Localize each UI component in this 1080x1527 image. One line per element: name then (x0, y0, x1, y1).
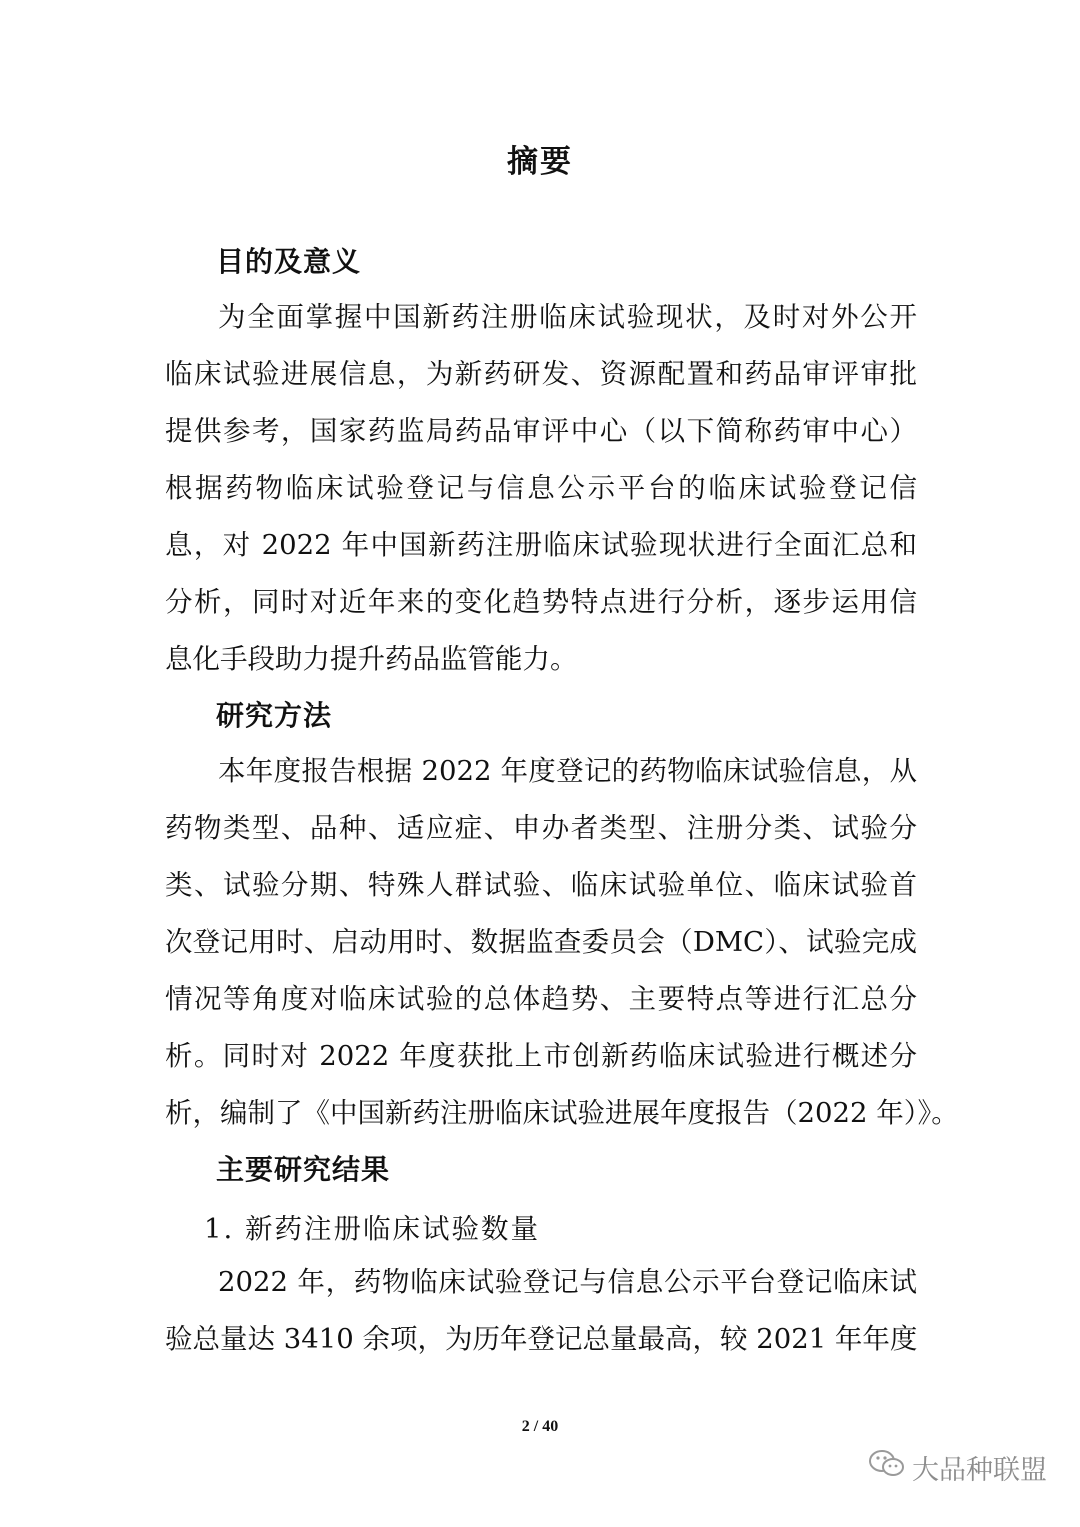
subsection-item: 1. 新药注册临床试验数量 (204, 1213, 540, 1245)
paragraph-line: 验总量达 3410 余项，为历年登记总量最高，较 2021 年年度 (165, 1323, 918, 1355)
paragraph-line: 析，编制了《中国新药注册临床试验进展年度报告（2022 年）》。 (165, 1097, 959, 1129)
paragraph-line: 本年度报告根据 2022 年度登记的药物临床试验信息，从 (218, 755, 917, 787)
paragraph-line: 药物类型、品种、适应症、申办者类型、注册分类、试验分 (165, 812, 917, 844)
page-number: 2 / 40 (521, 1418, 559, 1435)
section-heading: 研究方法 (216, 699, 333, 732)
paragraph-line: 临床试验进展信息，为新药研发、资源配置和药品审评审批 (165, 358, 917, 390)
watermark (868, 1448, 1047, 1487)
paragraph-line: 类、试验分期、特殊人群试验、临床试验单位、临床试验首 (165, 869, 917, 901)
watermark-text: 大品种联盟 (912, 1455, 1047, 1486)
paragraph-line: 分析，同时对近年来的变化趋势特点进行分析，逐步运用信 (165, 586, 917, 618)
section-heading: 主要研究结果 (216, 1153, 391, 1186)
paragraph-line: 息化手段助力提升药品监管能力。 (165, 643, 578, 675)
paragraph-line: 2022 年，药物临床试验登记与信息公示平台登记临床试 (218, 1266, 917, 1298)
paragraph-line: 息，对 2022 年中国新药注册临床试验现状进行全面汇总和 (165, 529, 917, 561)
paragraph-line: 次登记用时、启动用时、数据监查委员会（DMC）、试验完成 (165, 926, 917, 958)
paragraph-line: 为全面掌握中国新药注册临床试验现状，及时对外公开 (218, 301, 917, 333)
page-title: 摘要 (507, 144, 573, 180)
wechat-icon (868, 1448, 912, 1487)
paragraph-line: 提供参考，国家药监局药品审评中心（以下简称药审中心） (165, 415, 917, 447)
paragraph-line: 根据药物临床试验登记与信息公示平台的临床试验登记信 (165, 472, 917, 504)
section-heading: 目的及意义 (216, 245, 362, 278)
paragraph-line: 情况等角度对临床试验的总体趋势、主要特点等进行汇总分 (165, 983, 917, 1015)
paragraph-line: 析。同时对 2022 年度获批上市创新药临床试验进行概述分 (165, 1040, 917, 1072)
